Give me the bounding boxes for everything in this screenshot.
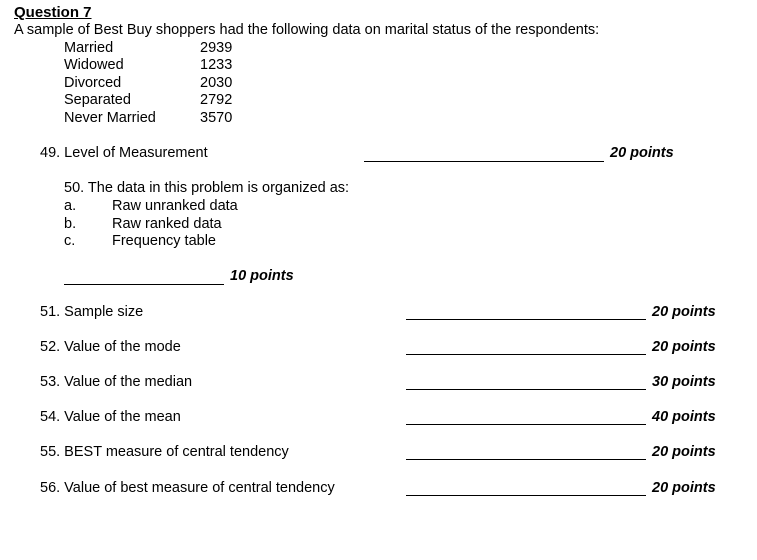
category-label: Married: [64, 40, 114, 56]
category-value: 3570: [200, 110, 233, 126]
question-intro: A sample of Best Buy shoppers had the following data on marital status of the respondents:: [14, 22, 600, 38]
points-50: 10 points: [230, 268, 294, 284]
points-49: 20 points: [610, 145, 674, 161]
answer-line-50[interactable]: [64, 284, 224, 285]
points-52: 20 points: [652, 339, 716, 355]
answer-line-56[interactable]: [406, 495, 646, 496]
points-54: 40 points: [652, 409, 716, 425]
answer-line-51[interactable]: [406, 319, 646, 320]
answer-line-49[interactable]: [364, 161, 604, 162]
points-53: 30 points: [652, 374, 716, 390]
category-label: Separated: [64, 92, 131, 108]
question-56: 56. Value of best measure of central tendency: [40, 480, 335, 496]
option-c: Frequency table: [112, 233, 216, 249]
option-letter-b: b.: [64, 216, 77, 232]
question-52: 52. Value of the mode: [40, 339, 181, 355]
category-value: 2792: [200, 92, 233, 108]
question-49: 49. Level of Measurement: [40, 145, 208, 161]
points-55: 20 points: [652, 444, 716, 460]
answer-line-55[interactable]: [406, 459, 646, 460]
category-label: Widowed: [64, 57, 124, 73]
question-54: 54. Value of the mean: [40, 409, 181, 425]
question-53: 53. Value of the median: [40, 374, 193, 390]
answer-line-54[interactable]: [406, 424, 646, 425]
category-value: 2030: [200, 75, 233, 91]
points-56: 20 points: [652, 480, 716, 496]
category-value: 1233: [200, 57, 233, 73]
option-a: Raw unranked data: [112, 198, 238, 214]
option-b: Raw ranked data: [112, 216, 222, 232]
option-letter-a: a.: [64, 198, 77, 214]
question-51: 51. Sample size: [40, 304, 144, 320]
answer-line-52[interactable]: [406, 354, 646, 355]
category-label: Divorced: [64, 75, 122, 91]
category-value: 2939: [200, 40, 233, 56]
points-51: 20 points: [652, 304, 716, 320]
question-55: 55. BEST measure of central tendency: [40, 444, 289, 460]
answer-line-53[interactable]: [406, 389, 646, 390]
question-50: 50. The data in this problem is organized as:: [64, 180, 350, 196]
question-title: Question 7: [14, 4, 92, 21]
option-letter-c: c.: [64, 233, 76, 249]
category-label: Never Married: [64, 110, 156, 126]
